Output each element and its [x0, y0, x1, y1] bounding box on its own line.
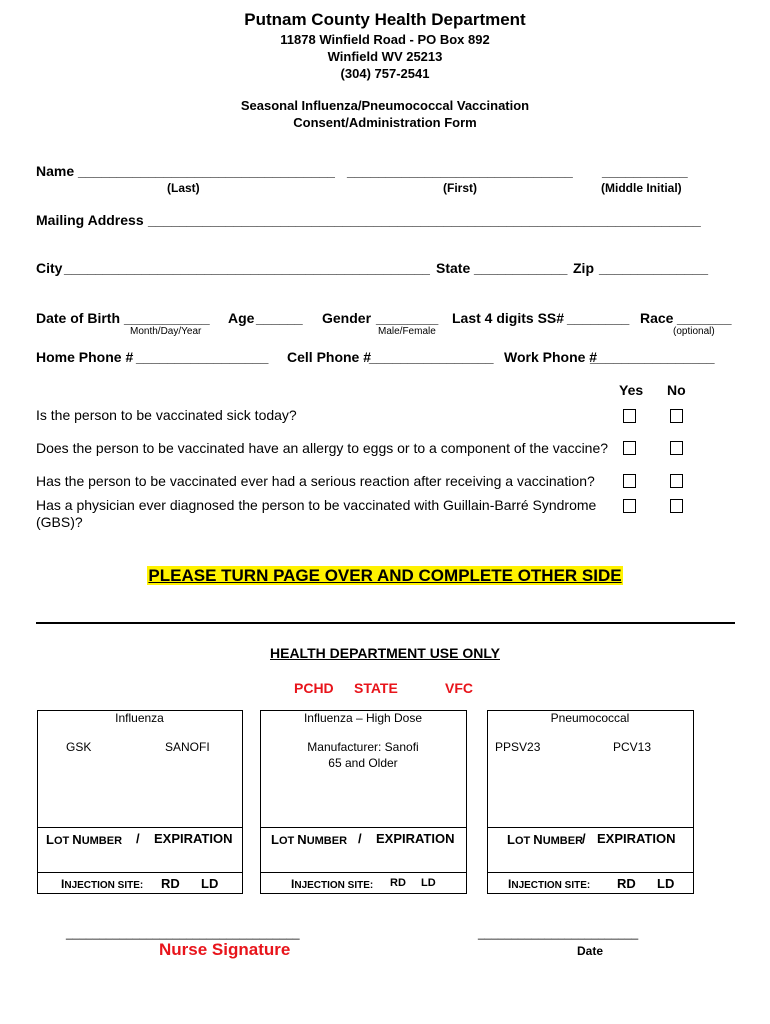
no-column-header: No: [667, 382, 686, 398]
high-dose-ld-option[interactable]: LD: [421, 877, 436, 889]
state-funding-label: STATE: [354, 680, 398, 696]
influenza-rd-option[interactable]: RD: [161, 876, 180, 891]
yes-column-header: Yes: [619, 382, 644, 398]
pneumococcal-box-divider-2: [487, 872, 693, 873]
high-dose-box-divider-2: [260, 872, 466, 873]
inj-rest: NJECTION SITE:: [294, 880, 374, 891]
nurse-signature-label: Nurse Signature: [159, 940, 291, 959]
question-egg-allergy: Does the person to be vaccinated have an allergy to eggs or to a component of the vaccine?: [36, 440, 609, 456]
question-sick-today: Is the person to be vaccinated sick today?: [36, 407, 297, 423]
date-line[interactable]: ________________________: [478, 926, 639, 940]
turn-page-banner-text: PLEASE TURN PAGE OVER AND COMPLETE OTHER SIDE: [148, 566, 622, 585]
name-label: Name: [36, 163, 75, 179]
high-dose-box-divider: [260, 827, 466, 828]
race-caption: (optional): [673, 326, 715, 337]
high-dose-slash: /: [358, 831, 362, 846]
q2-no-checkbox[interactable]: [670, 441, 683, 455]
turn-page-banner: [0, 566, 770, 586]
gender-caption: Male/Female: [378, 326, 436, 337]
address-line-2: Winfield WV 25213: [327, 49, 443, 64]
ss-field[interactable]: ________: [567, 310, 630, 326]
pneumococcal-box: [487, 710, 694, 894]
state-label: State: [436, 260, 471, 276]
health-dept-title: HEALTH DEPARTMENT USE ONLY: [270, 645, 500, 661]
vfc-label: VFC: [445, 680, 473, 696]
inj-cap-i: I: [291, 877, 295, 891]
phone-number: (304) 757-2541: [340, 66, 430, 81]
influenza-box-divider-2: [37, 872, 242, 873]
age-field[interactable]: ______: [256, 310, 303, 326]
date-label: Date: [577, 944, 604, 958]
lot-umber: UMBER: [306, 835, 348, 847]
state-field[interactable]: ____________: [474, 260, 568, 276]
high-dose-age-group: 65 and Older: [328, 756, 398, 770]
address-line-1: 11878 Winfield Road - PO Box 892: [280, 32, 490, 47]
race-label: Race: [640, 310, 674, 326]
q3-yes-checkbox[interactable]: [623, 474, 636, 488]
lot-rest: OT: [514, 835, 534, 847]
sanofi-option[interactable]: SANOFI: [165, 740, 210, 754]
pneumococcal-lot-number-label: [507, 832, 583, 847]
influenza-slash: /: [136, 831, 140, 846]
pcv13-option[interactable]: PCV13: [613, 740, 652, 754]
question-gbs-line-2: (GBS)?: [36, 514, 83, 530]
zip-field[interactable]: ______________: [599, 260, 709, 276]
gsk-option[interactable]: GSK: [66, 740, 92, 754]
first-caption: (First): [443, 181, 477, 195]
high-dose-rd-option[interactable]: RD: [390, 877, 406, 889]
q2-yes-checkbox[interactable]: [623, 441, 636, 455]
ss-label: Last 4 digits SS#: [452, 310, 565, 326]
high-dose-manufacturer: Manufacturer: Sanofi: [307, 740, 419, 754]
pchd-label: PCHD: [294, 680, 334, 696]
pneumococcal-ld-option[interactable]: LD: [657, 876, 675, 891]
inj-rest: NJECTION SITE:: [511, 880, 591, 891]
dob-label: Date of Birth: [36, 310, 120, 326]
first-name-field[interactable]: _____________________________: [347, 163, 573, 179]
influenza-box-divider: [37, 827, 242, 828]
influenza-injection-site-label: [61, 877, 143, 891]
question-gbs-line-1: Has a physician ever diagnosed the person to be vaccinated with Guillain-Barré Syndrome: [36, 497, 597, 513]
influenza-ld-option[interactable]: LD: [201, 876, 219, 891]
lot-umber: UMBER: [542, 835, 584, 847]
mailing-address-label: Mailing Address: [36, 212, 144, 228]
lot-cap-n: N: [72, 832, 82, 847]
city-field[interactable]: _______________________________________________: [64, 260, 430, 276]
high-dose-box-title: Influenza – High Dose: [303, 711, 423, 725]
form-title-line-1: Seasonal Influenza/Pneumococcal Vaccination: [240, 98, 530, 113]
dob-field[interactable]: ___________: [124, 310, 210, 326]
inj-cap-i: I: [61, 877, 65, 891]
last-name-field[interactable]: _________________________________: [78, 163, 335, 179]
inj-cap-i: I: [508, 877, 512, 891]
q4-yes-checkbox[interactable]: [623, 499, 636, 513]
org-title: Putnam County Health Department: [244, 10, 526, 29]
q1-no-checkbox[interactable]: [670, 409, 683, 423]
influenza-box-title: Influenza: [115, 711, 164, 725]
influenza-box: [37, 710, 243, 894]
high-dose-injection-site-label: [291, 877, 373, 891]
high-dose-lot-number-label: [271, 832, 347, 847]
dob-caption: Month/Day/Year: [130, 326, 202, 337]
age-label: Age: [228, 310, 255, 326]
work-phone-field[interactable]: ________________: [590, 349, 715, 365]
form-title-line-2: Consent/Administration Form: [293, 115, 477, 130]
pneumococcal-injection-site-label: [508, 877, 590, 891]
inj-rest: NJECTION SITE:: [64, 880, 144, 891]
cell-phone-field[interactable]: ________________: [369, 349, 494, 365]
lot-umber: UMBER: [81, 835, 123, 847]
work-phone-label: Work Phone #: [504, 349, 598, 365]
lot-cap-n: N: [533, 832, 543, 847]
nurse-signature-line[interactable]: ___________________________________: [66, 926, 300, 940]
influenza-expiration-label: EXPIRATION: [154, 831, 233, 846]
section-divider: [36, 622, 735, 624]
middle-caption: (Middle Initial): [601, 181, 682, 195]
race-field[interactable]: _______: [677, 310, 732, 326]
home-phone-field[interactable]: _________________: [136, 349, 269, 365]
high-dose-box: [260, 710, 467, 894]
lot-rest: OT: [53, 835, 73, 847]
influenza-lot-number-label: [46, 832, 122, 847]
home-phone-label: Home Phone #: [36, 349, 134, 365]
middle-initial-field[interactable]: ___________: [602, 163, 688, 179]
pneumococcal-box-title: Pneumococcal: [550, 711, 630, 725]
gender-field[interactable]: ________: [376, 310, 439, 326]
lot-cap-l: L: [271, 832, 279, 847]
lot-rest: OT: [278, 835, 298, 847]
pneumococcal-slash: /: [582, 831, 586, 846]
pneumococcal-box-divider: [487, 827, 693, 828]
gender-label: Gender: [322, 310, 372, 326]
ppsv23-option[interactable]: PPSV23: [495, 740, 541, 754]
zip-label: Zip: [573, 260, 594, 276]
pneumococcal-rd-option[interactable]: RD: [617, 876, 636, 891]
city-label: City: [36, 260, 63, 276]
question-serious-reaction: Has the person to be vaccinated ever had a serious reaction after receiving a vaccination?: [36, 473, 595, 489]
q3-no-checkbox[interactable]: [670, 474, 683, 488]
q4-no-checkbox[interactable]: [670, 499, 683, 513]
mailing-address-field[interactable]: _______________________________________________________________________: [148, 212, 701, 228]
high-dose-expiration-label: EXPIRATION: [376, 831, 455, 846]
lot-cap-l: L: [46, 832, 54, 847]
lot-cap-n: N: [297, 832, 307, 847]
last-caption: (Last): [167, 181, 200, 195]
lot-cap-l: L: [507, 832, 515, 847]
pneumococcal-expiration-label: EXPIRATION: [597, 831, 676, 846]
q1-yes-checkbox[interactable]: [623, 409, 636, 423]
cell-phone-label: Cell Phone #: [287, 349, 372, 365]
